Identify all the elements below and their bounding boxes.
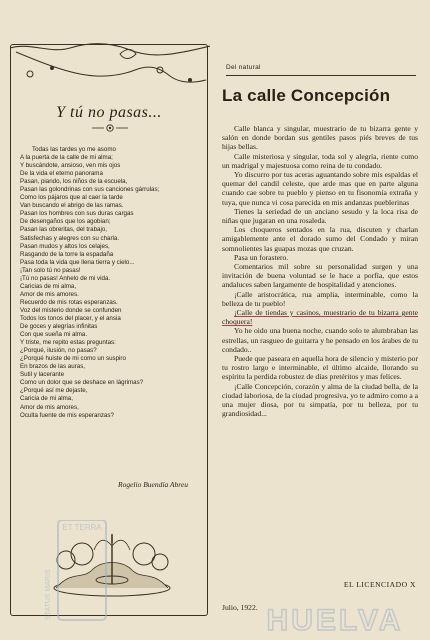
poem-line: Pasan, piando, los niños de la escuela, <box>20 178 128 186</box>
poem-line: ¿Porqué, ilusión, no pasas? <box>20 347 97 355</box>
poem-line: Y buscándote, ansioso, ven mis ojos <box>20 162 121 170</box>
article-paragraph: Los choqueros sentados en la rua, discuten y charlan amigablemente ante el dorado sumo del Condado y miran somnolientes las guapas mozas que cruzan. <box>222 225 418 253</box>
poem-line: Como un dolor que se deshace en lágrimas? <box>20 379 144 387</box>
poem-line: De goces y alegrías infinitas <box>20 323 98 331</box>
poem-line: Voz del misterio donde se confunden <box>20 306 122 314</box>
poem-line: Amor de mis amores. <box>20 290 79 298</box>
article-paragraph: Yo discurro por tus aceras aguantando sobre mis espaldas el quemar del candil celeste, que arde mas que en parte alguna cuando cae sobre tu pueblo y pienso en tu fisonomía extraña y tuya, que nunca vi cosa parecida en mis andanzas pueblerinas <box>222 170 418 207</box>
poem-line: Y triste, me repito estas preguntas: <box>20 339 116 347</box>
article-paragraph: Pasa un forastero. <box>234 252 289 262</box>
kicker-divider <box>226 75 416 76</box>
poem-line: Satisfechas y alegres con su charla. <box>20 234 120 242</box>
poem-line: En brazos de las auras, <box>20 363 86 371</box>
poem-line: Recuerdo de mis rotas esperanzas. <box>20 298 118 306</box>
article-paragraph: Tienes la seriedad de un anciano sesudo y la loca risa de niñas que jugaran en una rosaleda. <box>222 206 418 226</box>
article-paragraph: Comentarios mil sobre su personalidad surgen y una invitación de buena voluntad se le hace a porfía, que estos andaluces saben largamente de hospitalidad y atenciones. <box>222 262 418 290</box>
poem-line: Pasan los hombres con sus duras cargas <box>20 210 134 218</box>
poem-line: Caricia de mi alma, <box>20 395 73 403</box>
poem-line: Caricias de mi alma, <box>20 282 77 290</box>
poem-line: Sutil y lacerante <box>20 371 65 379</box>
poem-line: ¡Tú no pasas! Anhelo de mi vida. <box>20 274 111 282</box>
poem-line: Van buscando el abrigo de las ramas. <box>20 202 124 210</box>
poem-line: Pasan mudos y altos los celajes, <box>20 242 110 250</box>
article-paragraph: Yo he oido una buena noche, cuando solo te alumbraban las estrellas, un rasgueo de guitarra y he pensado en los árabes de tu condado.. <box>222 326 418 354</box>
poem-line: Rasgando de la torre la espadaña <box>20 250 114 258</box>
poem-line: Oculta fuente de mis esperanzas? <box>20 411 114 419</box>
poem-line: Todos los tonos del placer, y el ansia <box>20 314 121 322</box>
poem-author: Rogelio Buendía Abreu <box>118 480 188 489</box>
poem-line: Amor de mis amores, <box>20 403 79 411</box>
article-signature: EL LICENCIADO X <box>343 580 416 589</box>
title-flourish-icon <box>90 122 130 134</box>
poem-line: De desengaños que los agobian; <box>20 218 111 226</box>
watermark-ring-text: ET TERRA <box>62 523 102 532</box>
article-headline: La calle Concepción <box>222 86 391 105</box>
article-dateline: Julio, 1922. <box>222 603 258 612</box>
article-body <box>222 124 418 419</box>
poem-line: Pasa toda la vida que llena tierra y cielo... <box>20 258 135 266</box>
poem-line: De la vida el eterno panorama <box>20 170 103 178</box>
poem-line: Con que sueña mi alma. <box>20 331 88 339</box>
section-kicker: Del natural <box>226 64 261 71</box>
article-paragraph: ¡Calle Concepción, corazón y alma de la ciudad bella, de la ciudad laboriosa, de la ciudad progresiva, yo te admiro como a a una mujer diosa, por tu simpatía, por tu belleza, por tu grandiosidad... <box>222 381 418 419</box>
poem-line: Todas las tardes yo me asomo <box>32 146 116 153</box>
poem-line: ¿Porqué huiste de mi como un suspiro <box>20 355 126 363</box>
article-paragraph: Calle blanca y singular, muestrario de tu bizarra gente y salón en donde bordan sus gentiles pasos piés breves de tus hijas bellas. <box>222 124 418 152</box>
poem-line: Pasan las obreritas, del trabajo, <box>20 226 108 234</box>
frame-ornament <box>10 40 210 90</box>
watermark-side-text: STATUS MARIS <box>45 569 52 620</box>
watermark-place-text: HUELVA <box>266 604 404 637</box>
poem-body <box>20 146 206 420</box>
article-paragraph: Calle misteriosa y singular, toda sol y alegría, riente como un madrigal y majestuosa como reina de tu condado. <box>222 151 418 170</box>
poem-line: Pasan las golondrinas con sus canciones gárrulas; <box>20 186 160 194</box>
poem-line: Como los pájaros que al caer la tarde <box>20 194 123 202</box>
poem-line: ¿Porqué así me dejaste, <box>20 387 88 395</box>
article-paragraph: ¡Calle aristocrática, rua amplia, interminable, como la belleza de tu pueblo! <box>222 289 418 308</box>
article-paragraph: Puede que paseara en aquella hora de silencio y misterio por tu rostro largo e interminable, el último alcaide, llorando su espíritu la perdida robustez de días pretéritos y mas felices. <box>222 354 418 382</box>
poem-title: Y tú no pasas... <box>56 104 162 121</box>
poem-line: ¡Tan solo tú no pasas! <box>20 266 81 274</box>
poem-line: A la puerta de la calle de mi alma; <box>20 154 113 162</box>
fountain-vignette-icon <box>52 500 172 600</box>
article-paragraph-underlined: ¡Calle de tiendas y casinos, muestrario de tu bizarra gente choquera! <box>222 308 418 327</box>
